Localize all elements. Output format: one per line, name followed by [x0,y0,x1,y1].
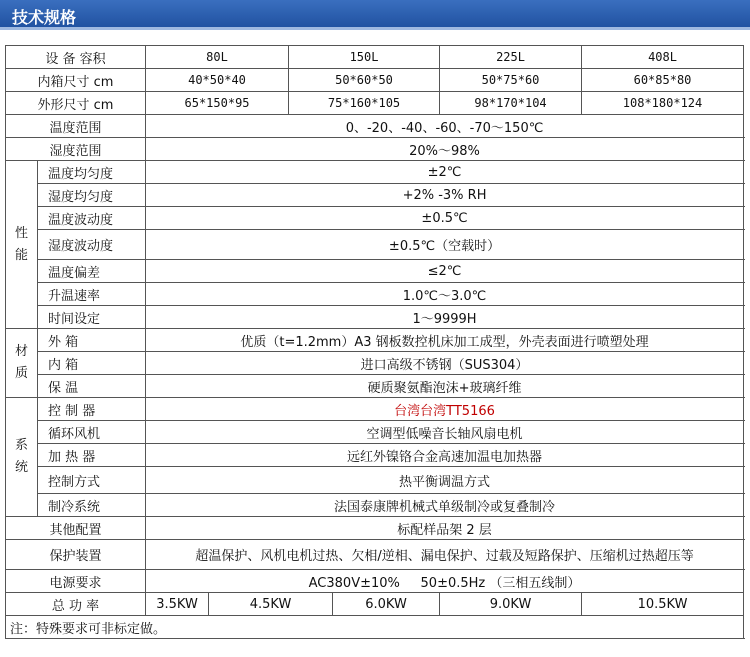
perf-value: ≤2℃ [146,260,744,283]
table-row [6,494,744,517]
sys-value: 热平衡调温方式 [146,467,744,494]
table-row [6,161,744,184]
footnote: 注：特殊要求可非标定做。 [6,616,744,639]
mat-group-label [6,329,38,398]
total-label: 总 功 率 [6,593,146,616]
header-banner [0,0,750,30]
sys-group-text: 系统 [14,438,28,475]
table-row [6,517,744,540]
table-row [6,593,744,616]
sys-group-label [6,398,38,517]
sys-value: 法国泰康牌机械式单级制冷或复叠制冷 [146,494,744,517]
table-row [6,329,744,352]
total-cell: 9.0KW [440,593,582,616]
table-row [6,306,744,329]
protect-label: 保护装置 [6,540,146,570]
table-row [6,207,744,230]
hum-range-label: 湿度范围 [6,138,146,161]
table-row [6,260,744,283]
table-row [6,184,744,207]
total-cell: 3.5KW [146,593,209,616]
mat-value: 进口高级不锈钢（SUS304） [146,352,744,375]
perf-label: 湿度均匀度 [38,184,146,207]
temp-range-value: 0、-20、-40、-60、-70～150℃ [146,115,744,138]
mat-group-text: 材质 [14,344,28,381]
mat-value: 优质（t=1.2mm）A3 钢板数控机床加工成型，外壳表面进行喷塑处理 [146,329,744,352]
outer-label: 外形尺寸 cm [6,92,146,115]
table-row [6,616,744,639]
power-label: 电源要求 [6,570,146,593]
perf-label: 温度均匀度 [38,161,146,184]
perf-label: 温度波动度 [38,207,146,230]
model-label: 设 备 容积 [6,46,146,69]
inner-cell: 50*75*60 [440,69,582,92]
sys-label: 制冷系统 [38,494,146,517]
table-row [6,92,744,115]
mat-value: 硬质聚氨酯泡沫+玻璃纤维 [146,375,744,398]
perf-group-text: 性能 [14,225,28,263]
other-value: 标配样品架 2 层 [146,517,744,540]
sys-label: 循环风机 [38,421,146,444]
table-row [6,138,744,161]
sys-value: 远红外镍铬合金高速加温电加热器 [146,444,744,467]
total-cell: 6.0KW [333,593,440,616]
table-row [6,115,744,138]
inner-label: 内箱尺寸 cm [6,69,146,92]
table-row [6,69,744,92]
table-row [6,375,744,398]
table-row [6,444,744,467]
perf-label: 湿度波动度 [38,230,146,260]
table-row [6,46,744,69]
table-row [6,467,744,494]
perf-label: 时间设定 [38,306,146,329]
inner-cell: 40*50*40 [146,69,289,92]
perf-label: 温度偏差 [38,260,146,283]
other-label: 其他配置 [6,517,146,540]
outer-cell: 75*160*105 [289,92,440,115]
temp-range-label: 温度范围 [6,115,146,138]
inner-cell: 60*85*80 [582,69,744,92]
page-title: 技术规格 [12,8,77,27]
protect-value: 超温保护、风机电机过热、欠相/逆相、漏电保护、过载及短路保护、压缩机过热超压等 [146,540,744,570]
sys-value: 空调型低噪音长轴风扇电机 [146,421,744,444]
table-row [6,283,744,306]
perf-value: ±0.5℃（空载时） [146,230,744,260]
perf-value: ±2℃ [146,161,744,184]
model-408: 408L [582,46,744,69]
model-80: 80L [146,46,289,69]
total-cell: 4.5KW [209,593,333,616]
table-row [6,230,744,260]
model-225: 225L [440,46,582,69]
table-row [6,352,744,375]
sys-label: 加 热 器 [38,444,146,467]
perf-label: 升温速率 [38,283,146,306]
table-row [6,540,744,570]
banner-underline [0,27,750,30]
mat-label: 外 箱 [38,329,146,352]
hum-range-value: 20%～98% [146,138,744,161]
perf-value: +2% -3% RH [146,184,744,207]
table-row [6,570,744,593]
perf-group-label [6,161,38,329]
perf-value: 1.0℃～3.0℃ [146,283,744,306]
inner-cell: 50*60*50 [289,69,440,92]
outer-cell: 98*170*104 [440,92,582,115]
sys-label: 控制方式 [38,467,146,494]
spec-table [5,45,744,639]
perf-value: ±0.5℃ [146,207,744,230]
total-cell: 10.5KW [582,593,744,616]
mat-label: 保 温 [38,375,146,398]
power-value: AC380V±10% 50±0.5Hz （三相五线制） [146,570,744,593]
table-row [6,421,744,444]
perf-value: 1～9999H [146,306,744,329]
sys-value: 台湾台湾TT5166 [146,398,744,421]
outer-cell: 65*150*95 [146,92,289,115]
mat-label: 内 箱 [38,352,146,375]
sys-label: 控 制 器 [38,398,146,421]
model-150: 150L [289,46,440,69]
outer-cell: 108*180*124 [582,92,744,115]
table-row [6,398,744,421]
